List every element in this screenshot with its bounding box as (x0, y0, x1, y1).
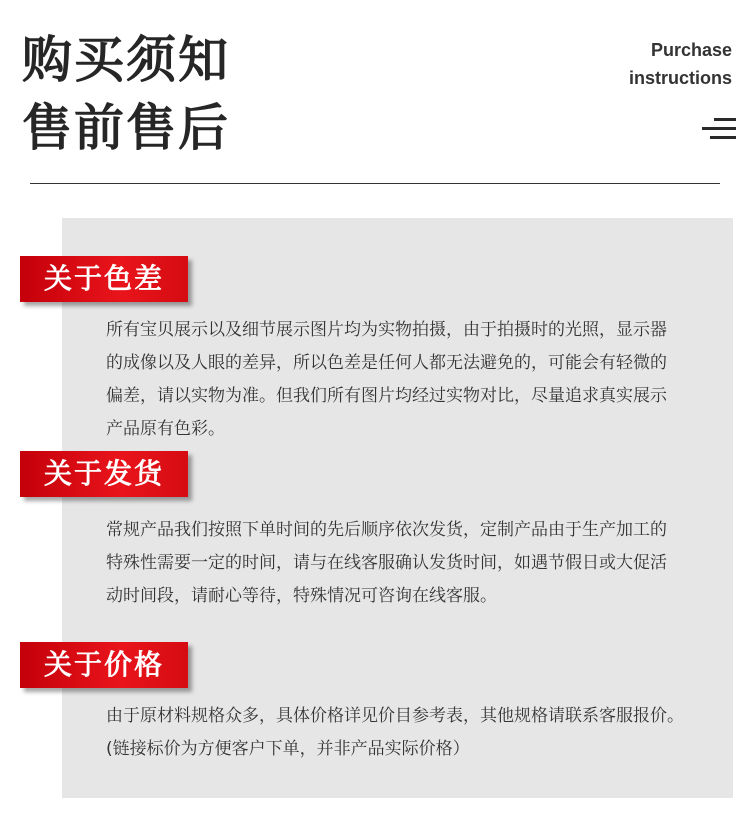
text-line: 产品原有色彩。 (106, 419, 225, 439)
text-line: (链接标价为方便客户下单，并非产品实际价格） (106, 739, 470, 759)
text-line: 偏差，请以实物为准。但我们所有图片均经过实物对比，尽量追求真实展示 (106, 386, 667, 406)
section-body-shipping (106, 514, 712, 613)
section-heading-color-difference: 关于色差 (20, 256, 188, 302)
text-line: 特殊性需要一定的时间，请与在线客服确认发货时间，如遇节假日或大促活 (106, 553, 667, 573)
text-line: 由于原材料规格众多，具体价格详见价目参考表，其他规格请联系客服报价。 (106, 706, 684, 726)
menu-icon (702, 116, 736, 142)
section-heading-price: 关于价格 (20, 642, 188, 688)
english-title-line-1: Purchase (650, 40, 732, 60)
text-line: 的成像以及人眼的差异，所以色差是任何人都无法避免的，可能会有轻微的 (106, 353, 667, 373)
header-divider (30, 183, 720, 184)
page-title-line-1: 购买须知 (22, 31, 230, 89)
page-title-line-2: 售前售后 (22, 99, 230, 157)
section-heading-shipping: 关于发货 (20, 451, 188, 497)
section-body-price (106, 700, 712, 766)
text-line: 所有宝贝展示以及细节展示图片均为实物拍摄，由于拍摄时的光照，显示器 (106, 320, 667, 340)
text-line: 动时间段，请耐心等待，特殊情况可咨询在线客服。 (106, 586, 497, 606)
section-body-color-difference (106, 314, 712, 446)
text-line: 常规产品我们按照下单时间的先后顺序依次发货，定制产品由于生产加工的 (106, 520, 667, 540)
english-title-line-2: instructions (628, 68, 732, 88)
